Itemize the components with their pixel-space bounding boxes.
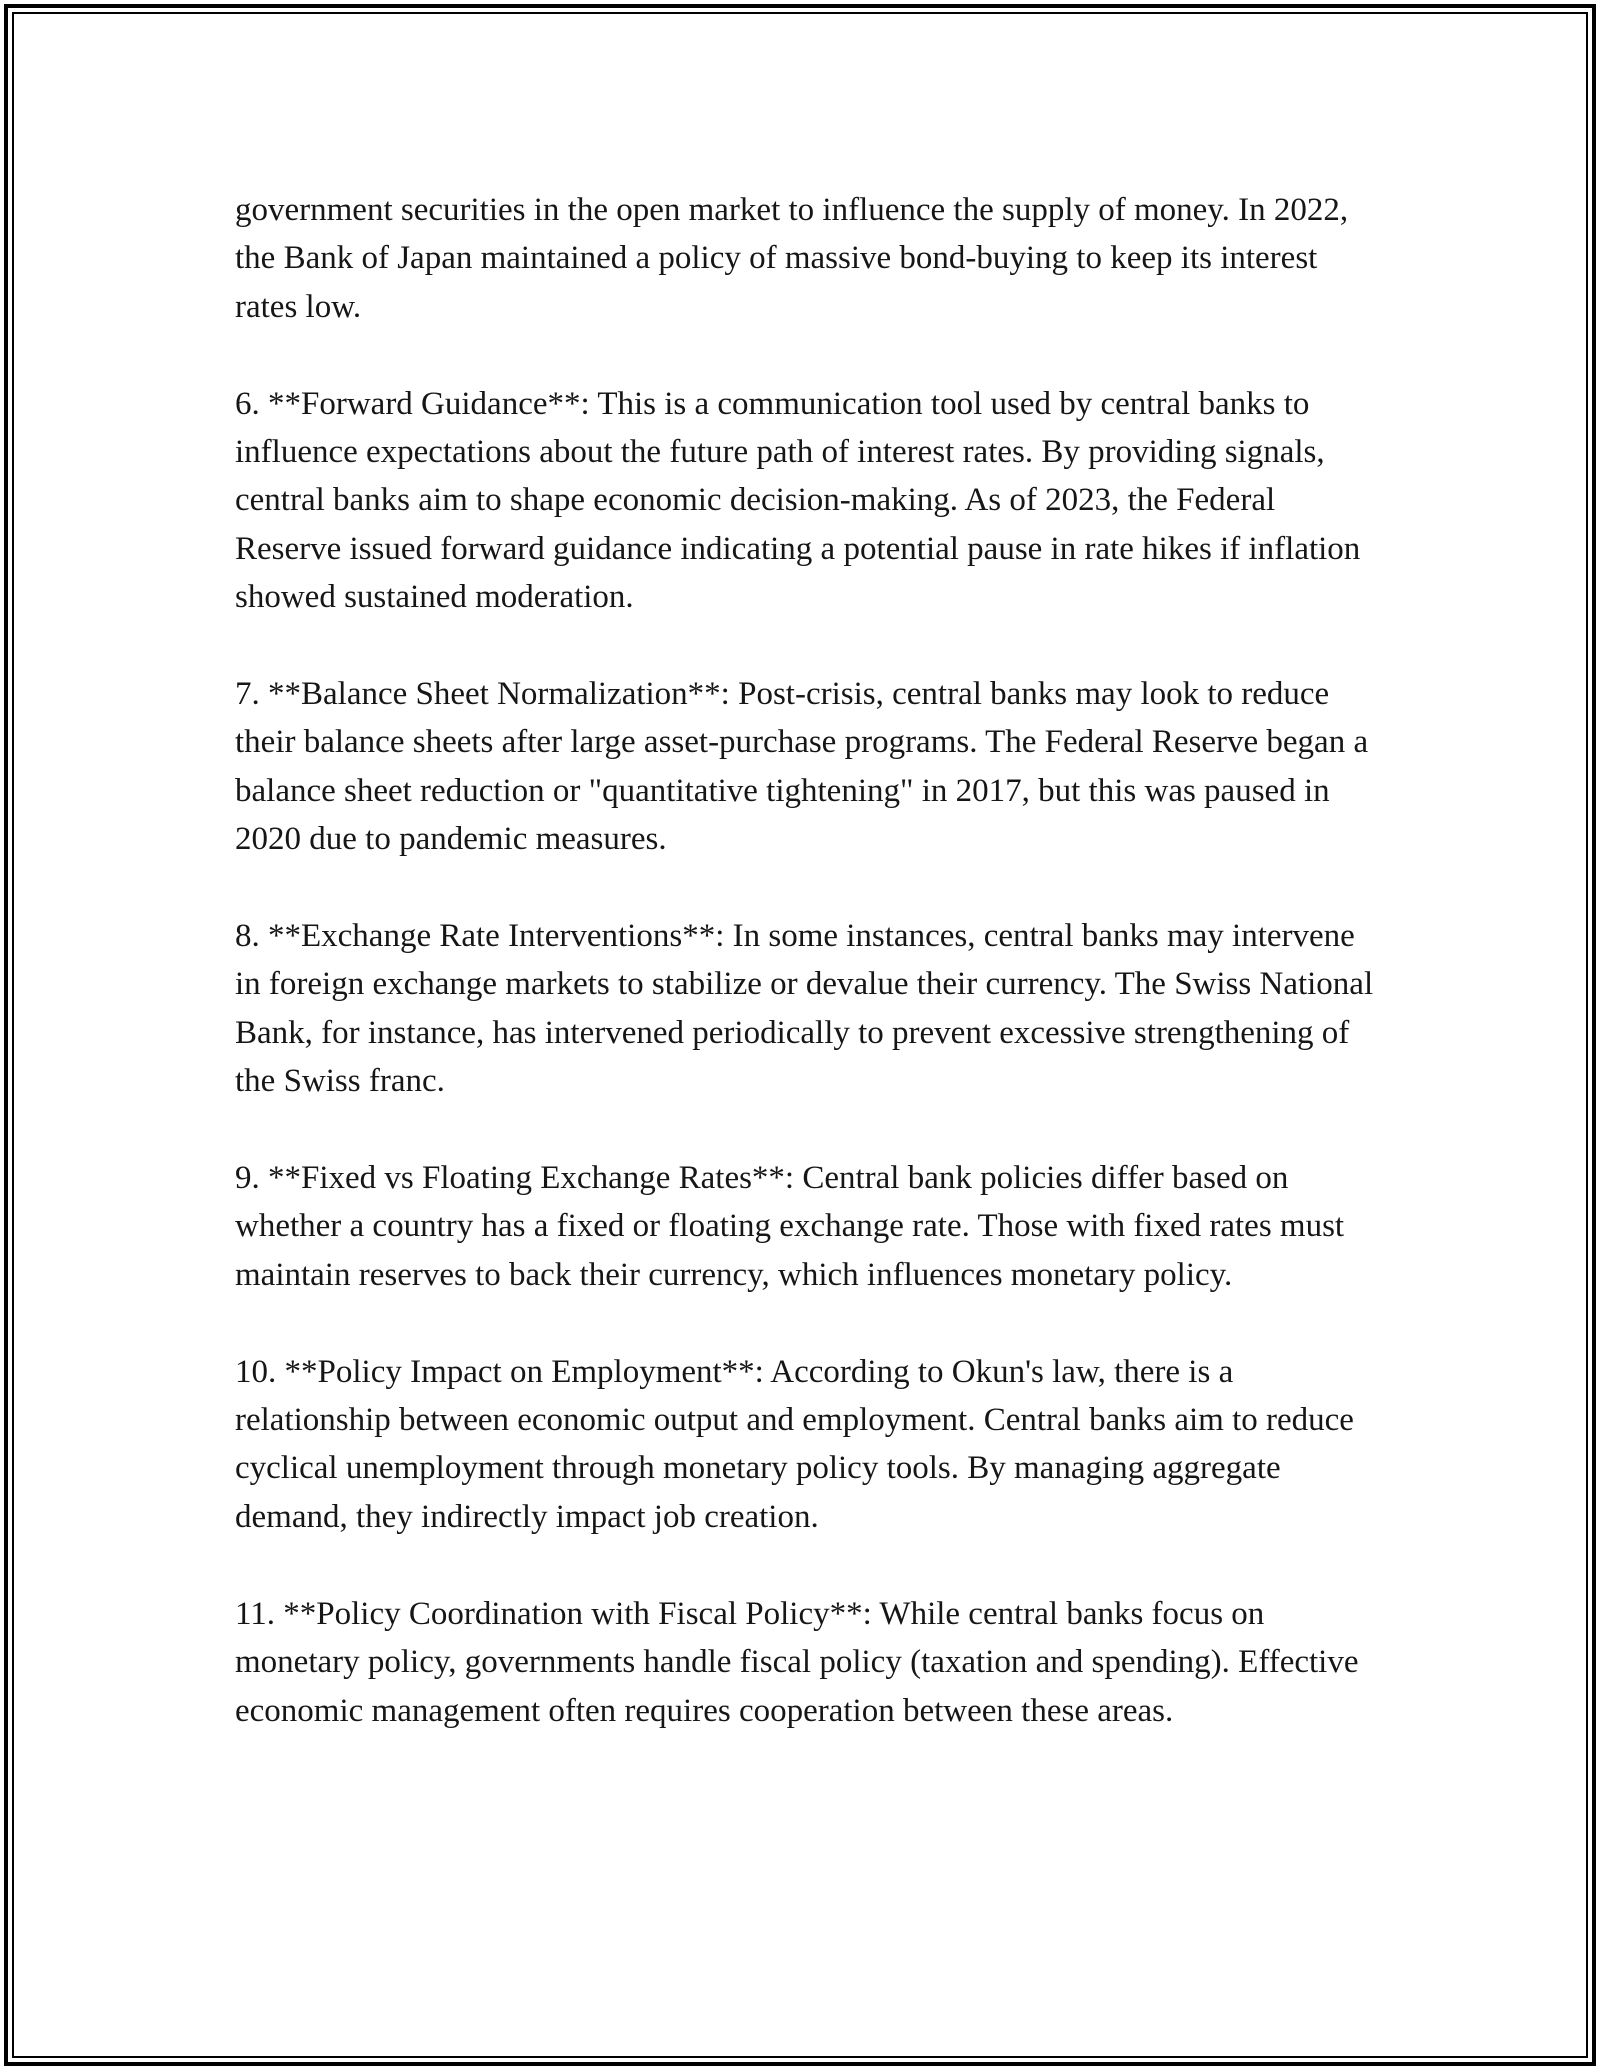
paragraph-policy-coordination: 11. **Policy Coordination with Fiscal Policy**: While central banks focus on monetary policy, governments handle fiscal policy (taxation and spending). Effective economic management often requires cooperation between these areas. <box>235 1595 1359 1729</box>
paragraph-open-market-continuation: government securities in the open market to influence the supply of money. In 2022, the Bank of Japan maintained a policy of massive bond-buying to keep its interest rates low. <box>235 192 1349 325</box>
paragraph-exchange-rate-interventions: 8. **Exchange Rate Interventions**: In some instances, central banks may intervene in foreign exchange markets to stabilize or devalue their currency. The Swiss National Bank, for instance, has intervened periodically to prevent excessive strengthening of the Swiss franc. <box>235 918 1374 1100</box>
paragraph-policy-impact-employment: 10. **Policy Impact on Employment**: According to Okun's law, there is a relationship between economic output and employment. Central banks aim to reduce cyclical unemployment through monetary policy tools. By managing aggregate demand, they indirectly impact job creation. <box>235 1353 1354 1535</box>
paragraph-fixed-vs-floating: 9. **Fixed vs Floating Exchange Rates**: Central bank policies differ based on whether a country has a fixed or floating exchange rate. Those with fixed rates must maintain reserves to back their currency, which influences monetary policy. <box>235 1160 1345 1293</box>
document-body <box>235 186 1375 1783</box>
paragraph-balance-sheet-normalization: 7. **Balance Sheet Normalization**: Post-crisis, central banks may look to reduce their balance sheets after large asset-purchase programs. The Federal Reserve began a balance sheet reduction or "quantitative tightening" in 2017, but this was paused in 2020 due to pandemic measures. <box>235 676 1369 858</box>
paragraph-forward-guidance: 6. **Forward Guidance**: This is a communication tool used by central banks to influence expectations about the future path of interest rates. By providing signals, central banks aim to shape economic decision-making. As of 2023, the Federal Reserve issued forward guidance indicating a potential pause in rate hikes if inflation showed sustained moderation. <box>235 385 1361 616</box>
